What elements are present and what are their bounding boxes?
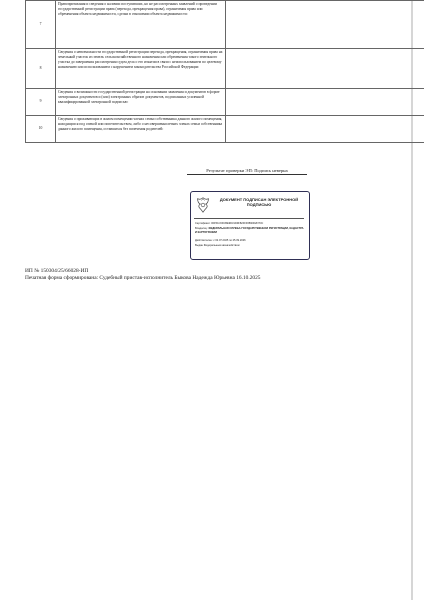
row-value (226, 116, 424, 143)
table-row (26, 89, 424, 116)
owner-value: ФЕДЕРАЛЬНАЯ СЛУЖБА ГОСУДАРСТВЕННОЙ РЕГИСТРАЦИИ, КАДАСТРА И КАРТОГРАФИИ (195, 227, 304, 234)
row-number: 7 (26, 1, 56, 49)
table-row (26, 49, 424, 89)
info-table (25, 0, 424, 143)
e-signature-stamp (190, 191, 310, 260)
issuer-line: Выдан Федеральным казначейством (195, 244, 240, 247)
stamp-divider (194, 218, 304, 219)
ip-number: ИП № 150304/25/66028-ИП (25, 268, 89, 274)
row-value (226, 1, 424, 49)
valid-value: с 02.07.2025 по 25.09.2026 (213, 239, 246, 242)
row-value (226, 49, 424, 89)
row-description: Правопритязания и сведения о наличии поступивших, но не рассмотренных заявлений о проведении государственной регистрации права (перехода, прекращения права), ограничения права или обременения объекта недвижимости, сделки в отношении объекта недвижимости: (56, 1, 226, 49)
valid-line (195, 239, 305, 243)
row-value (226, 89, 424, 116)
signature-check-result: Результат проверки ЭП: Подпись неверна (187, 168, 307, 175)
row-description: Сведения о проживающих в жилом помещении членах семьи собственника данного жилого помещения, находящихся под опекой или попечительством, либо о несовершеннолетних членах семьи собственника данного жилого помещения, оставшихся без попечения родителей: (56, 116, 226, 143)
valid-label: Действителен: (195, 239, 213, 242)
cert-label: Сертификат: (195, 222, 211, 225)
cert-line (195, 222, 305, 226)
owner-label: Владелец: (195, 227, 208, 230)
printed-by: Печатная форма сформирована: Судебный пристав-исполнитель Быкова Надежда Юрьевна 16.10.2025 (25, 275, 261, 281)
table-row (26, 116, 424, 143)
row-description: Сведения о невозможности государственной регистрации перехода, прекращения, ограничения права на земельный участок из земель сельскохозяйственного назначения или обременения такого земельного участка до завершения рассмотрения судом дела о его изъятии в связи с неиспользованием по целевому назначению или использованием с нарушением законодательства Российской Федерации: (56, 49, 226, 89)
row-description: Сведения о возможности государственной регистрации на основании заявления и документов в форме электронных документов и (или) электронных образов документов, подписанных усиленной квалифицированной электронной подписью: (56, 89, 226, 116)
row-number: 10 (26, 116, 56, 143)
row-number: 9 (26, 89, 56, 116)
owner-line (195, 227, 305, 238)
coat-of-arms-icon (194, 196, 212, 214)
cert-value: 00F51C6FCBE9D31D9F82FFF6B3002F7DC (211, 222, 264, 225)
stamp-title: ДОКУМЕНТ ПОДПИСАН ЭЛЕКТРОННОЙ ПОДПИСЬЮ (219, 197, 299, 207)
row-number: 8 (26, 49, 56, 89)
table-row (26, 1, 424, 49)
